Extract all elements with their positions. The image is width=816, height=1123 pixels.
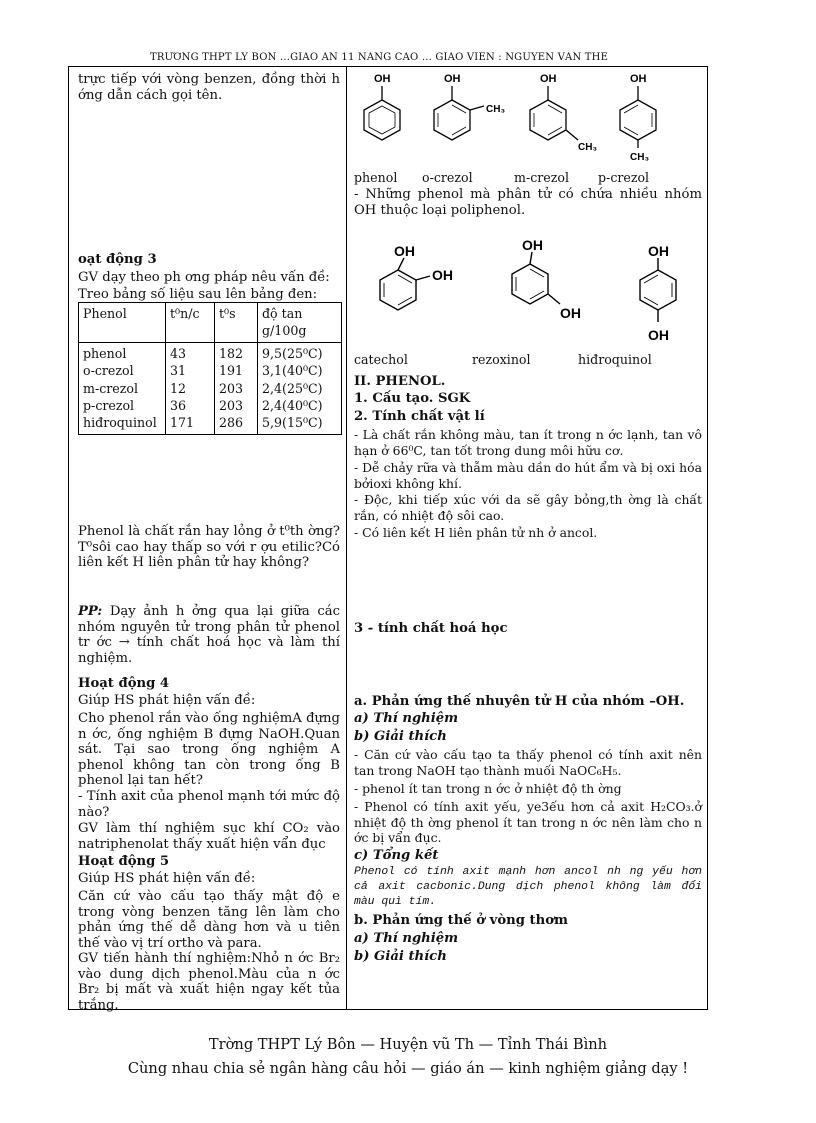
pp-text: Dạy ảnh h ởng qua lại giữa các nhóm nguyên tử trong phân tử phenol tr ớc → tính chất hoá học và làm thí nghiệm.	[78, 604, 340, 666]
activity-4-goal: Giúp HS phát hiện vấn đề:	[78, 693, 256, 708]
page-header: TRƯỜNG THPT LÝ BÔN ...GIÁO ÁN 11 NÂNG CAO ... GIÁO VIÊN : NGUYỄN VĂN THẾ	[150, 52, 609, 63]
chemical-heading: 3 - tính chất hoá học	[354, 621, 508, 636]
summary-text: Phenol có tính axit mạnh hơn ancol nh ng yếu hơn cả axit cacbonic.Dung dịch phenol không làm đổi màu quì tím.	[354, 866, 702, 908]
table-cell: hiđroquinol	[83, 415, 157, 431]
oh-label: OH	[630, 73, 647, 85]
phenol-structure	[364, 73, 400, 140]
melting-cell	[166, 342, 215, 434]
experiment-label: a) Thí nghiệm	[354, 711, 459, 726]
structure-heading: 1. Cấu tạo. SGK	[354, 391, 471, 406]
column-divider	[346, 66, 347, 1010]
physical-prop-2: - Dễ chảy rữa và thẫm màu dần do hút ẩm và bị oxi hóa bởioxi không khí.	[354, 460, 702, 491]
activity-4-experiment: Cho phenol rắn vào ống nghiệmA đựng n ớc, ống nghiệm B đựng NaOH.Quan sát. Tại sao trong ống nghiệm A phenol không tan còn trong ống B phenol lại tan hết?	[78, 711, 340, 788]
name-o-cresol: o-crezol	[422, 170, 473, 185]
pp-paragraph	[78, 604, 340, 666]
activity-4-co2: GV làm thí nghiệm sục khí CO₂ vào natriphenolat thấy xuất hiện vẩn đục	[78, 821, 340, 852]
table-cell: p-crezol	[83, 398, 135, 414]
explanation-2: - phenol ít tan trong n ớc ở nhiệt độ th ờng	[354, 781, 622, 796]
activity-5-experiment: GV tiến hành thí nghiệm:Nhỏ n ớc Br₂ vào dung dịch phenol.Màu của n ớc Br₂ bị mất và xuất hiện ngay kết tủa trắng.	[78, 951, 340, 1013]
activity-5-goal: Giúp HS phát hiện vấn đề:	[78, 871, 256, 886]
activity-3-instruction: Treo bảng số liệu sau lên bảng đen:	[78, 287, 318, 302]
table-data-row	[79, 342, 342, 434]
oh-label: OH	[444, 73, 461, 85]
ch3-label: CH₃	[486, 104, 506, 115]
table-cell: o-crezol	[83, 363, 134, 379]
name-hydroquinone: hiđroquinol	[578, 352, 652, 367]
phenol-data-table	[78, 302, 342, 435]
activity-3-title: oạt động 3	[78, 252, 157, 267]
table-cell: 286	[219, 415, 244, 431]
activity-4-question: - Tính axit của phenol mạnh tới mức độ nào?	[78, 789, 340, 820]
table-cell: 5,9(15⁰C)	[262, 415, 323, 431]
oh-label: OH	[648, 327, 669, 343]
poliphenol-text: - Những phenol mà phân tử có chứa nhiều nhóm OH thuộc loại poliphenol.	[354, 187, 702, 218]
explanation-label-2: b) Giải thích	[354, 949, 447, 964]
summary-label: c) Tổng kết	[354, 848, 439, 863]
name-catechol: catechol	[354, 352, 408, 367]
table-cell: 2,4(25⁰C)	[262, 380, 323, 396]
physical-prop-1: - Là chất rắn không màu, tan ít trong n ớc lạnh, tan vô hạn ở 66⁰C, tan tốt trong dung môi hữu cơ.	[354, 427, 702, 458]
table-cell: 203	[219, 398, 244, 414]
table-cell: 43	[170, 345, 187, 361]
reaction-a-heading: a. Phản ứng thế nhuyên tử H của nhóm –OH.	[354, 694, 685, 709]
physical-prop-3: - Độc, khi tiếp xúc với da sẽ gây bỏng,th ờng là chất rắn, có nhiệt độ sôi cao.	[354, 492, 702, 523]
table-cell: 12	[170, 380, 187, 396]
table-cell: 9,5(25⁰C)	[262, 345, 323, 361]
table-cell: 2,4(40⁰C)	[262, 398, 323, 414]
ch3-label: CH₃	[630, 152, 650, 163]
header-boiling: t⁰s	[215, 303, 258, 343]
header-melting: t⁰n/c	[166, 303, 215, 343]
footer-school: Trờng THPT Lý Bôn — Huyện vũ Th — Tỉnh Thái Bình	[208, 1036, 608, 1053]
physical-prop-4: - Có liên kết H liên phân tử nh ở ancol.	[354, 525, 598, 540]
boiling-cell	[215, 342, 258, 434]
oh-label: OH	[560, 305, 581, 321]
p-cresol-structure	[620, 73, 656, 163]
name-resorcinol: rezoxinol	[472, 352, 531, 367]
phenol-structures	[352, 68, 702, 164]
solubility-cell	[258, 342, 342, 434]
header-phenol: Phenol	[79, 303, 166, 343]
explanation-label: b) Giải thích	[354, 729, 447, 744]
table-cell: 191	[219, 363, 244, 379]
oh-label: OH	[432, 267, 453, 283]
table-cell: 3,1(40⁰C)	[262, 363, 323, 379]
table-cell: m-crezol	[83, 380, 138, 396]
experiment-label-2: a) Thí nghiệm	[354, 931, 459, 946]
header-solubility: độ tan g/100g	[258, 303, 342, 343]
table-cell: 203	[219, 380, 244, 396]
table-cell: 31	[170, 363, 187, 379]
footer-slogan: Cùng nhau chia sẻ ngân hàng câu hỏi — giáo án — kinh nghiệm giảng dạy !	[127, 1060, 689, 1077]
m-cresol-structure	[530, 73, 597, 153]
intro-text: trực tiếp với vòng benzen, đồng thời h ớng dẫn cách gọi tên.	[78, 72, 340, 103]
activity-5-title: Hoạt động 5	[78, 854, 170, 869]
resorcinol-structure	[512, 237, 581, 321]
oh-label: OH	[648, 243, 669, 259]
activity-3-question: Phenol là chất rắn hay lỏng ở t⁰th ờng? T⁰sôi cao hay thấp so với r ợu etilic?Có liên kết H liên phân tử hay không?	[78, 524, 340, 570]
table-cell: 36	[170, 398, 187, 414]
name-p-cresol: p-crezol	[598, 170, 650, 185]
table-cell: 171	[170, 415, 195, 431]
table-cell: phenol	[83, 345, 127, 361]
polyphenol-structures	[352, 232, 702, 350]
phenol-names-cell	[79, 342, 166, 434]
oh-label: OH	[374, 73, 391, 85]
name-phenol: phenol	[354, 170, 398, 185]
oh-label: OH	[540, 73, 557, 85]
explanation-3: - Phenol có tính axit yếu, ye3ếu hơn cả axit H₂CO₃.ở nhiệt độ th ờng phenol ít tan trong n ớc nên làm cho n ớc bị vẩn đục.	[354, 799, 702, 845]
activity-3-method: GV dạy theo ph ơng pháp nêu vấn đề:	[78, 270, 330, 285]
ch3-label: CH₃	[578, 142, 598, 153]
table-header-row	[79, 303, 342, 343]
pp-label: PP:	[78, 604, 103, 619]
explanation-1: - Căn cứ vào cấu tạo ta thấy phenol có tính axit nên tan trong NaOH tạo thành muối NaOC₆H₅.	[354, 747, 702, 778]
section-phenol: II. PHENOL.	[354, 374, 446, 389]
catechol-structure	[380, 243, 453, 310]
hydroquinone-structure	[640, 243, 676, 343]
activity-4-title: Hoạt động 4	[78, 676, 170, 691]
name-m-cresol: m-crezol	[514, 170, 569, 185]
physical-heading: 2. Tính chất vật lí	[354, 409, 485, 424]
o-cresol-structure	[434, 73, 505, 140]
oh-label: OH	[522, 237, 543, 253]
activity-5-explanation: Căn cứ vào cấu tạo thấy mật độ e trong vòng benzen tăng lên làm cho phản ứng thế dễ dàng hơn và u tiên thế vào vị trí ortho và para.	[78, 889, 340, 951]
reaction-b-heading: b. Phản ứng thế ở vòng thơm	[354, 913, 568, 928]
oh-label: OH	[394, 243, 415, 259]
table-cell: 182	[219, 345, 244, 361]
